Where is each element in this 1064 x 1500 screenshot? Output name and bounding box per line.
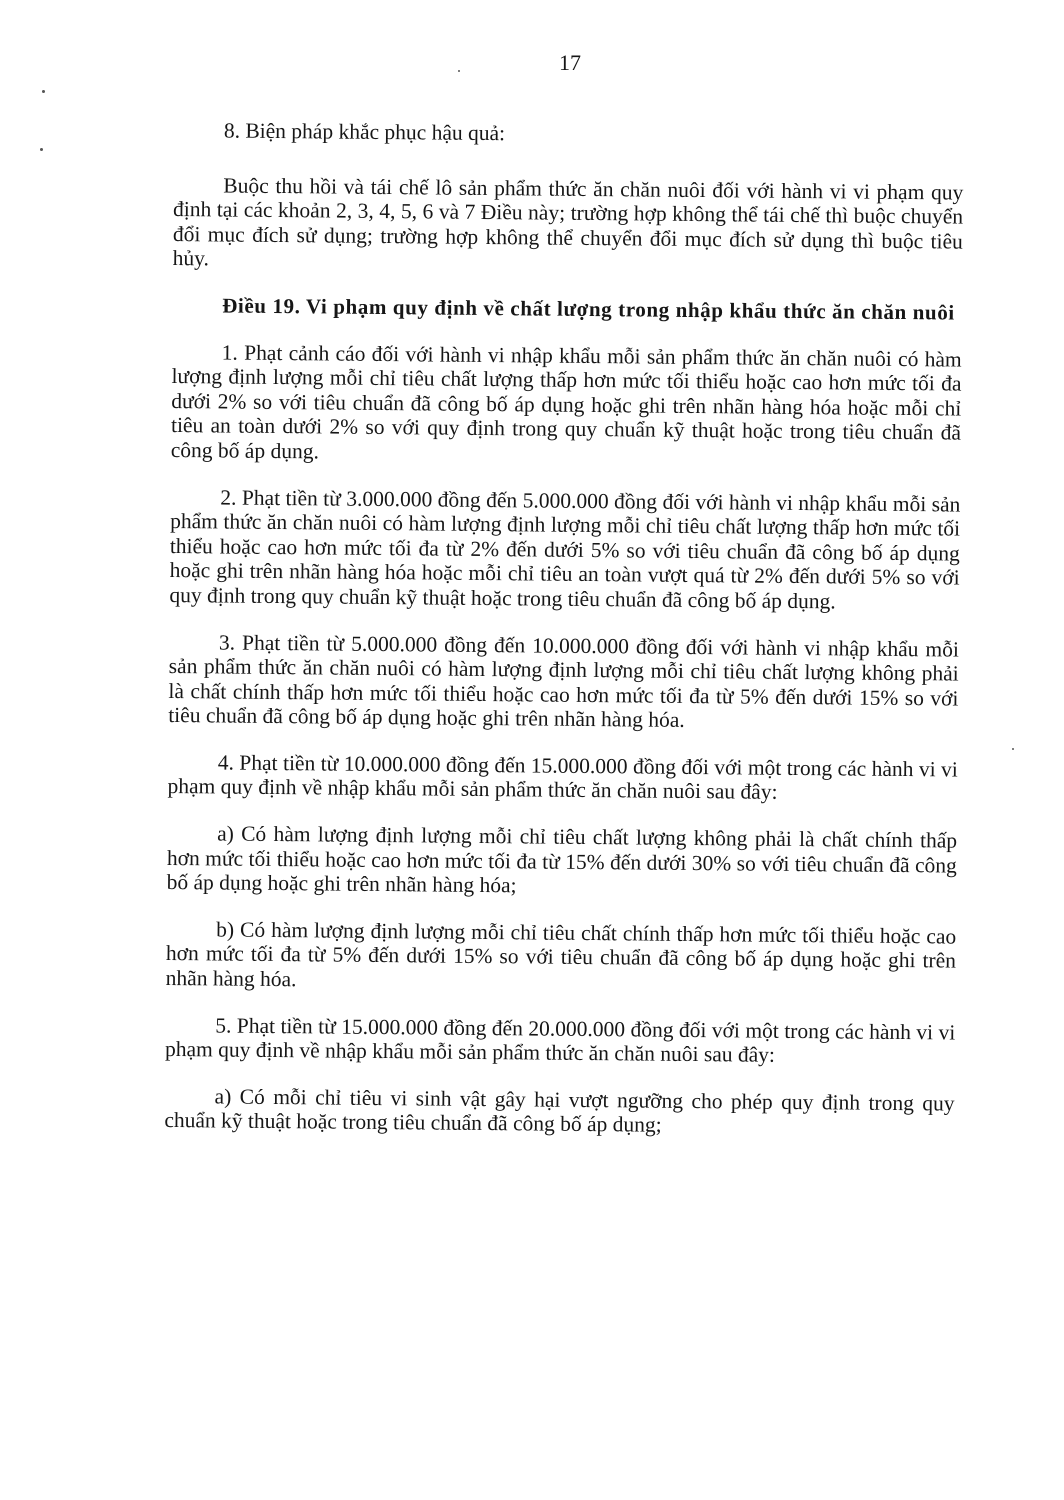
article-heading — [172, 293, 962, 325]
article-title: Vi phạm quy định về chất lượng trong nhập khẩu thức ăn chăn nuôi — [305, 294, 955, 325]
remedy-heading: 8. Biện pháp khắc phục hậu quả: — [223, 118, 506, 146]
clause-5: 5. Phạt tiền từ 15.000.000 đồng đến 20.000.000 đồng đối với một trong các hành vi vi phạm quy định về nhập khẩu mỗi sản phẩm thức ăn chăn nuôi sau đây: — [164, 1013, 956, 1068]
article-number: Điều 19. — [222, 293, 301, 319]
clause-5a: a) Có mỗi chỉ tiêu vi sinh vật gây hại vượt ngưỡng cho phép quy định trong quy chuẩn kỹ thuật hoặc trong tiêu chuẩn đã công bố áp dụng; — [164, 1084, 955, 1138]
page-number: 17 — [559, 50, 581, 75]
document-body — [164, 118, 964, 1163]
scan-speck — [1012, 748, 1014, 750]
scan-speck — [40, 148, 43, 151]
clause-4b: b) Có hàm lượng định lượng mỗi chỉ tiêu chất chính thấp hơn mức tối thiểu hoặc cao hơn mức tối đa từ 5% đến dưới 15% so với tiêu chuẩn đã công bố áp dụng hoặc ghi trên nhãn hàng hóa. — [165, 917, 957, 992]
clause-4a: a) Có hàm lượng định lượng mỗi chỉ tiêu chất lượng không phải là chất chính thấp hơn mức tối thiểu hoặc cao hơn mức tối đa từ 15% đến dưới 30% so với tiêu chuẩn đã công bố áp dụng hoặc ghi trên nhãn hàng hóa; — [166, 821, 958, 898]
remedy-paragraph: Buộc thu hồi và tái chế lô sản phẩm thức ăn chăn nuôi đối với hành vi vi phạm quy định tại các khoản 2, 3, 4, 5, 6 và 7 Điều này; trường hợp không thể tái chế thì buộc chuyển đổi mục đích sử dụng; trường hợp không thể chuyển đổi mục đích sử dụng thì buộc tiêu hủy. — [172, 173, 964, 271]
clause-2: 2. Phạt tiền từ 3.000.000 đồng đến 5.000.000 đồng đối với hành vi nhập khẩu mỗi sản phẩm thức ăn chăn nuôi có hàm lượng định lượng mỗi chỉ tiêu chất lượng thấp hơn mức tối thiểu hoặc cao hơn mức tối đa từ 2% đến dưới 5% so với tiêu chuẩn đã công bố áp dụng hoặc ghi trên nhãn hàng hóa hoặc mỗi chỉ tiêu an toàn vượt quá từ 2% đến dưới 5% so với quy định trong quy chuẩn kỹ thuật hoặc trong tiêu chuẩn đã công bố áp dụng. — [169, 484, 961, 614]
clause-4: 4. Phạt tiền từ 10.000.000 đồng đến 15.000.000 đồng đối với một trong các hành vi vi phạm quy định về nhập khẩu mỗi sản phẩm thức ăn chăn nuôi sau đây: — [167, 750, 958, 805]
clause-3: 3. Phạt tiền từ 5.000.000 đồng đến 10.000.000 đồng đối với hành vi nhập khẩu mỗi sản phẩm thức ăn chăn nuôi có hàm lượng định lượng mỗi chỉ tiêu chất lượng không phải là chất chính thấp hơn mức tối thiểu hoặc cao hơn mức tối đa từ 5% đến dưới 15% so với tiêu chuẩn đã công bố áp dụng hoặc ghi trên nhãn hàng hóa. — [168, 629, 960, 733]
scan-speck — [458, 70, 460, 72]
scan-speck — [42, 90, 45, 93]
clause-1: 1. Phạt cảnh cáo đối với hành vi nhập khẩu mỗi sản phẩm thức ăn chăn nuôi có hàm lượng định lượng mỗi chỉ tiêu chất lượng thấp hơn mức tối thiểu hoặc cao hơn mức tối đa dưới 2% so với tiêu chuẩn đã công bố áp dụng hoặc ghi trên nhãn hàng hóa hoặc mỗi chỉ tiêu an toàn dưới 2% so với quy định trong quy chuẩn kỹ thuật hoặc trong tiêu chuẩn đã công bố áp dụng. — [170, 340, 962, 464]
